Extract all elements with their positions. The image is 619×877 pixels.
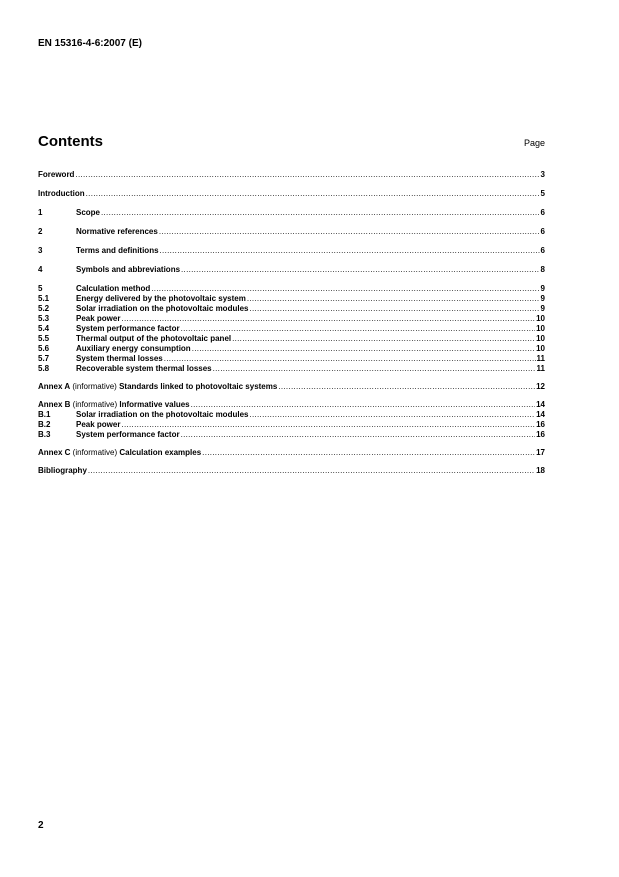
toc-entry-label: Foreword [38,170,75,179]
toc-dot-leader [101,208,540,218]
toc-entry-number: 5.2 [38,304,50,313]
toc-entry-page: 16 [536,430,545,439]
toc-entry[interactable] [38,284,545,294]
toc-dot-leader [86,189,540,199]
toc-entry-number: B.2 [38,420,51,429]
toc-entry[interactable] [38,314,545,324]
toc-entry-page: 6 [540,227,545,236]
document-header: EN 15316-4-6:2007 (E) [38,38,142,49]
contents-title: Contents [38,133,103,150]
toc-entry-label [38,400,190,410]
toc-entry[interactable] [38,382,545,392]
toc-entry-page: 10 [536,324,545,333]
toc-dot-leader [181,324,536,334]
toc-entry-label [38,382,277,392]
toc-entry-number: 5.6 [38,344,50,353]
toc-dot-leader [159,227,540,237]
toc-entry-number: B.1 [38,410,51,419]
toc-entry-number: 5.3 [38,314,50,323]
toc-entry-page: 6 [540,246,545,255]
toc-dot-leader [247,294,540,304]
toc-entry-page: 17 [536,448,545,457]
toc-entry-label: System thermal losses [76,354,163,363]
toc-entry-number: 3 [38,246,43,255]
annex-name: Annex B [38,400,71,409]
toc-entry-page: 10 [536,334,545,343]
toc-entry-page: 10 [536,344,545,353]
toc-entry-page: 16 [536,420,545,429]
toc-dot-leader [249,410,535,420]
toc-entry-page: 9 [540,284,545,293]
toc-entry[interactable] [38,410,545,420]
toc-entry-label: Peak power [76,314,121,323]
toc-entry-label: Auxiliary energy consumption [76,344,191,353]
toc-entry[interactable] [38,227,545,237]
toc-entry-label: Scope [76,208,101,217]
toc-dot-leader [232,334,535,344]
toc-entry-number: 5.4 [38,324,50,333]
toc-entry[interactable] [38,294,545,304]
toc-entry-page: 8 [540,265,545,274]
toc-entry[interactable] [38,265,545,275]
annex-name: Annex C [38,448,71,457]
toc-entry[interactable] [38,170,545,180]
toc-entry[interactable] [38,189,545,199]
toc-entry[interactable] [38,448,545,458]
toc-entry-number: 4 [38,265,43,274]
toc-entry[interactable] [38,334,545,344]
toc-dot-leader [164,354,536,364]
toc-dot-leader [192,344,535,354]
toc-dot-leader [278,382,535,392]
toc-entry[interactable] [38,466,545,476]
toc-entry[interactable] [38,246,545,256]
toc-entry[interactable] [38,420,545,430]
toc-entry[interactable] [38,354,545,364]
toc-entry-label: Peak power [76,420,121,429]
toc-entry-label: Solar irradiation on the photovoltaic modules [76,304,249,313]
toc-entry-label: Symbols and abbreviations [76,265,181,274]
page-number: 2 [38,820,44,831]
toc-dot-leader [181,265,540,275]
annex-title: Informative values [119,400,190,409]
toc-dot-leader [249,304,539,314]
toc-dot-leader [191,400,535,410]
toc-entry-number: 5.8 [38,364,50,373]
toc-entry-page: 9 [540,294,545,303]
toc-entry-label: Solar irradiation on the photovoltaic modules [76,410,249,419]
toc-entry-page: 9 [540,304,545,313]
toc-entry-number: 5 [38,284,43,293]
toc-entry-page: 12 [536,382,545,391]
toc-entry-page: 18 [536,466,545,475]
toc-entry-number: 5.7 [38,354,50,363]
toc-entry-label: Normative references [76,227,158,236]
toc-entry-label: Terms and definitions [76,246,159,255]
toc-entry-label: Recoverable system thermal losses [76,364,212,373]
toc-entry[interactable] [38,400,545,410]
toc-entry-label: Thermal output of the photovoltaic panel [76,334,232,343]
toc-entry-page: 5 [540,189,545,198]
annex-title: Standards linked to photovoltaic systems [119,382,278,391]
toc-dot-leader [213,364,536,374]
toc-entry[interactable] [38,430,545,440]
toc-dot-leader [202,448,535,458]
toc-entry-label: Calculation method [76,284,151,293]
toc-entry-label [38,448,201,458]
toc-entry-label: Bibliography [38,466,87,475]
toc-entry-label: Energy delivered by the photovoltaic system [76,294,246,303]
toc-entry[interactable] [38,364,545,374]
toc-entry-number: 5.1 [38,294,50,303]
toc-entry-label: System performance factor [76,430,180,439]
toc-dot-leader [151,284,539,294]
toc-dot-leader [75,170,539,180]
toc-dot-leader [160,246,540,256]
annex-status: (informative) [70,448,120,457]
toc-entry[interactable] [38,324,545,334]
page-column-label: Page [523,138,545,148]
toc-dot-leader [121,314,535,324]
toc-entry-page: 11 [536,364,545,373]
toc-entry-page: 11 [536,354,545,363]
toc-entry-page: 14 [536,400,545,409]
toc-entry-page: 3 [540,170,545,179]
toc-entry-page: 14 [536,410,545,419]
annex-name: Annex A [38,382,71,391]
toc-entry-number: 2 [38,227,43,236]
toc-entry-number: B.3 [38,430,51,439]
toc-dot-leader [121,420,535,430]
annex-status: (informative) [70,382,120,391]
toc-entry-page: 6 [540,208,545,217]
toc-entry-number: 1 [38,208,43,217]
toc-entry[interactable] [38,208,545,218]
toc-dot-leader [88,466,535,476]
annex-title: Calculation examples [119,448,202,457]
toc-entry[interactable] [38,304,545,314]
toc-entry-page: 10 [536,314,545,323]
toc-entry-label: Introduction [38,189,85,198]
toc-entry-number: 5.5 [38,334,50,343]
toc-entry-label: System performance factor [76,324,180,333]
toc-dot-leader [181,430,536,440]
annex-status: (informative) [70,400,120,409]
toc-entry[interactable] [38,344,545,354]
table-of-contents [38,170,545,476]
